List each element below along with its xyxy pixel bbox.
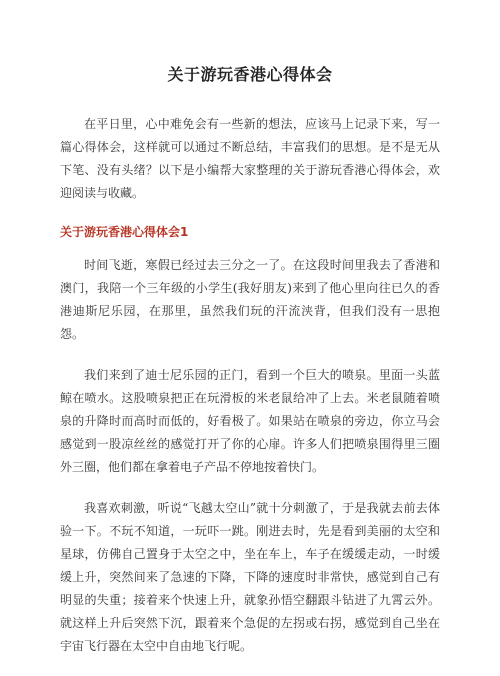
document-page bbox=[60, 62, 440, 676]
section-heading: 关于游玩香港心得体会1 bbox=[60, 225, 189, 239]
body-paragraph-2: 我们来到了迪士尼乐园的正门，看到一个巨大的喷泉。里面一头蓝鲸在喷水。这股喷泉把正在玩滑板的米老鼠给冲了上去。米老鼠随着喷泉的升降时而高时而低的，好看极了。如果站在喷泉的旁边，你立马会感觉到一股凉丝丝的感觉打开了你的心扉。许多人们把喷泉围得里三圈外三圈，他们都在拿着电子产品不停地按着快门。 bbox=[60, 368, 440, 474]
body-paragraph-1: 时间飞逝，寒假已经过去三分之一了。在这段时间里我去了香港和澳门，我陪一个三年级的小学生(我好朋友)来到了他心里向往已久的香港迪斯尼乐园，在那里，虽然我们玩的汗流浃背，但我们没有一思抱怨。 bbox=[60, 258, 440, 341]
body-paragraph-3: 我喜欢刺激，听说“飞越太空山”就十分刺激了，于是我就去前去体验一下。不玩不知道，一玩吓一跳。刚进去时，先是看到美丽的太空和星球，仿佛自己置身于太空之中，坐在车上，车子在缓缓走动，一时缓缓上升，突然间来了急速的下降，下降的速度时非常快，感觉到自己有明显的失重；接着来个快速上升，就象孙悟空翻跟斗钻进了九霄云外。就这样上升后突然下沉，跟着来个急促的左拐或右拐，感觉到自己坐在宇宙飞行器在太空中自由地飞行呢。 bbox=[60, 501, 440, 653]
document-title: 关于游玩香港心得体会 bbox=[167, 65, 333, 84]
intro-paragraph: 在平日里，心中难免会有一些新的想法，应该马上记录下来，写一篇心得体会，这样就可以通过不断总结，丰富我们的思想。是不是无从下笔、没有头绪？以下是小编帮大家整理的关于游玩香港心得体会，欢迎阅读与收藏。 bbox=[60, 117, 440, 200]
